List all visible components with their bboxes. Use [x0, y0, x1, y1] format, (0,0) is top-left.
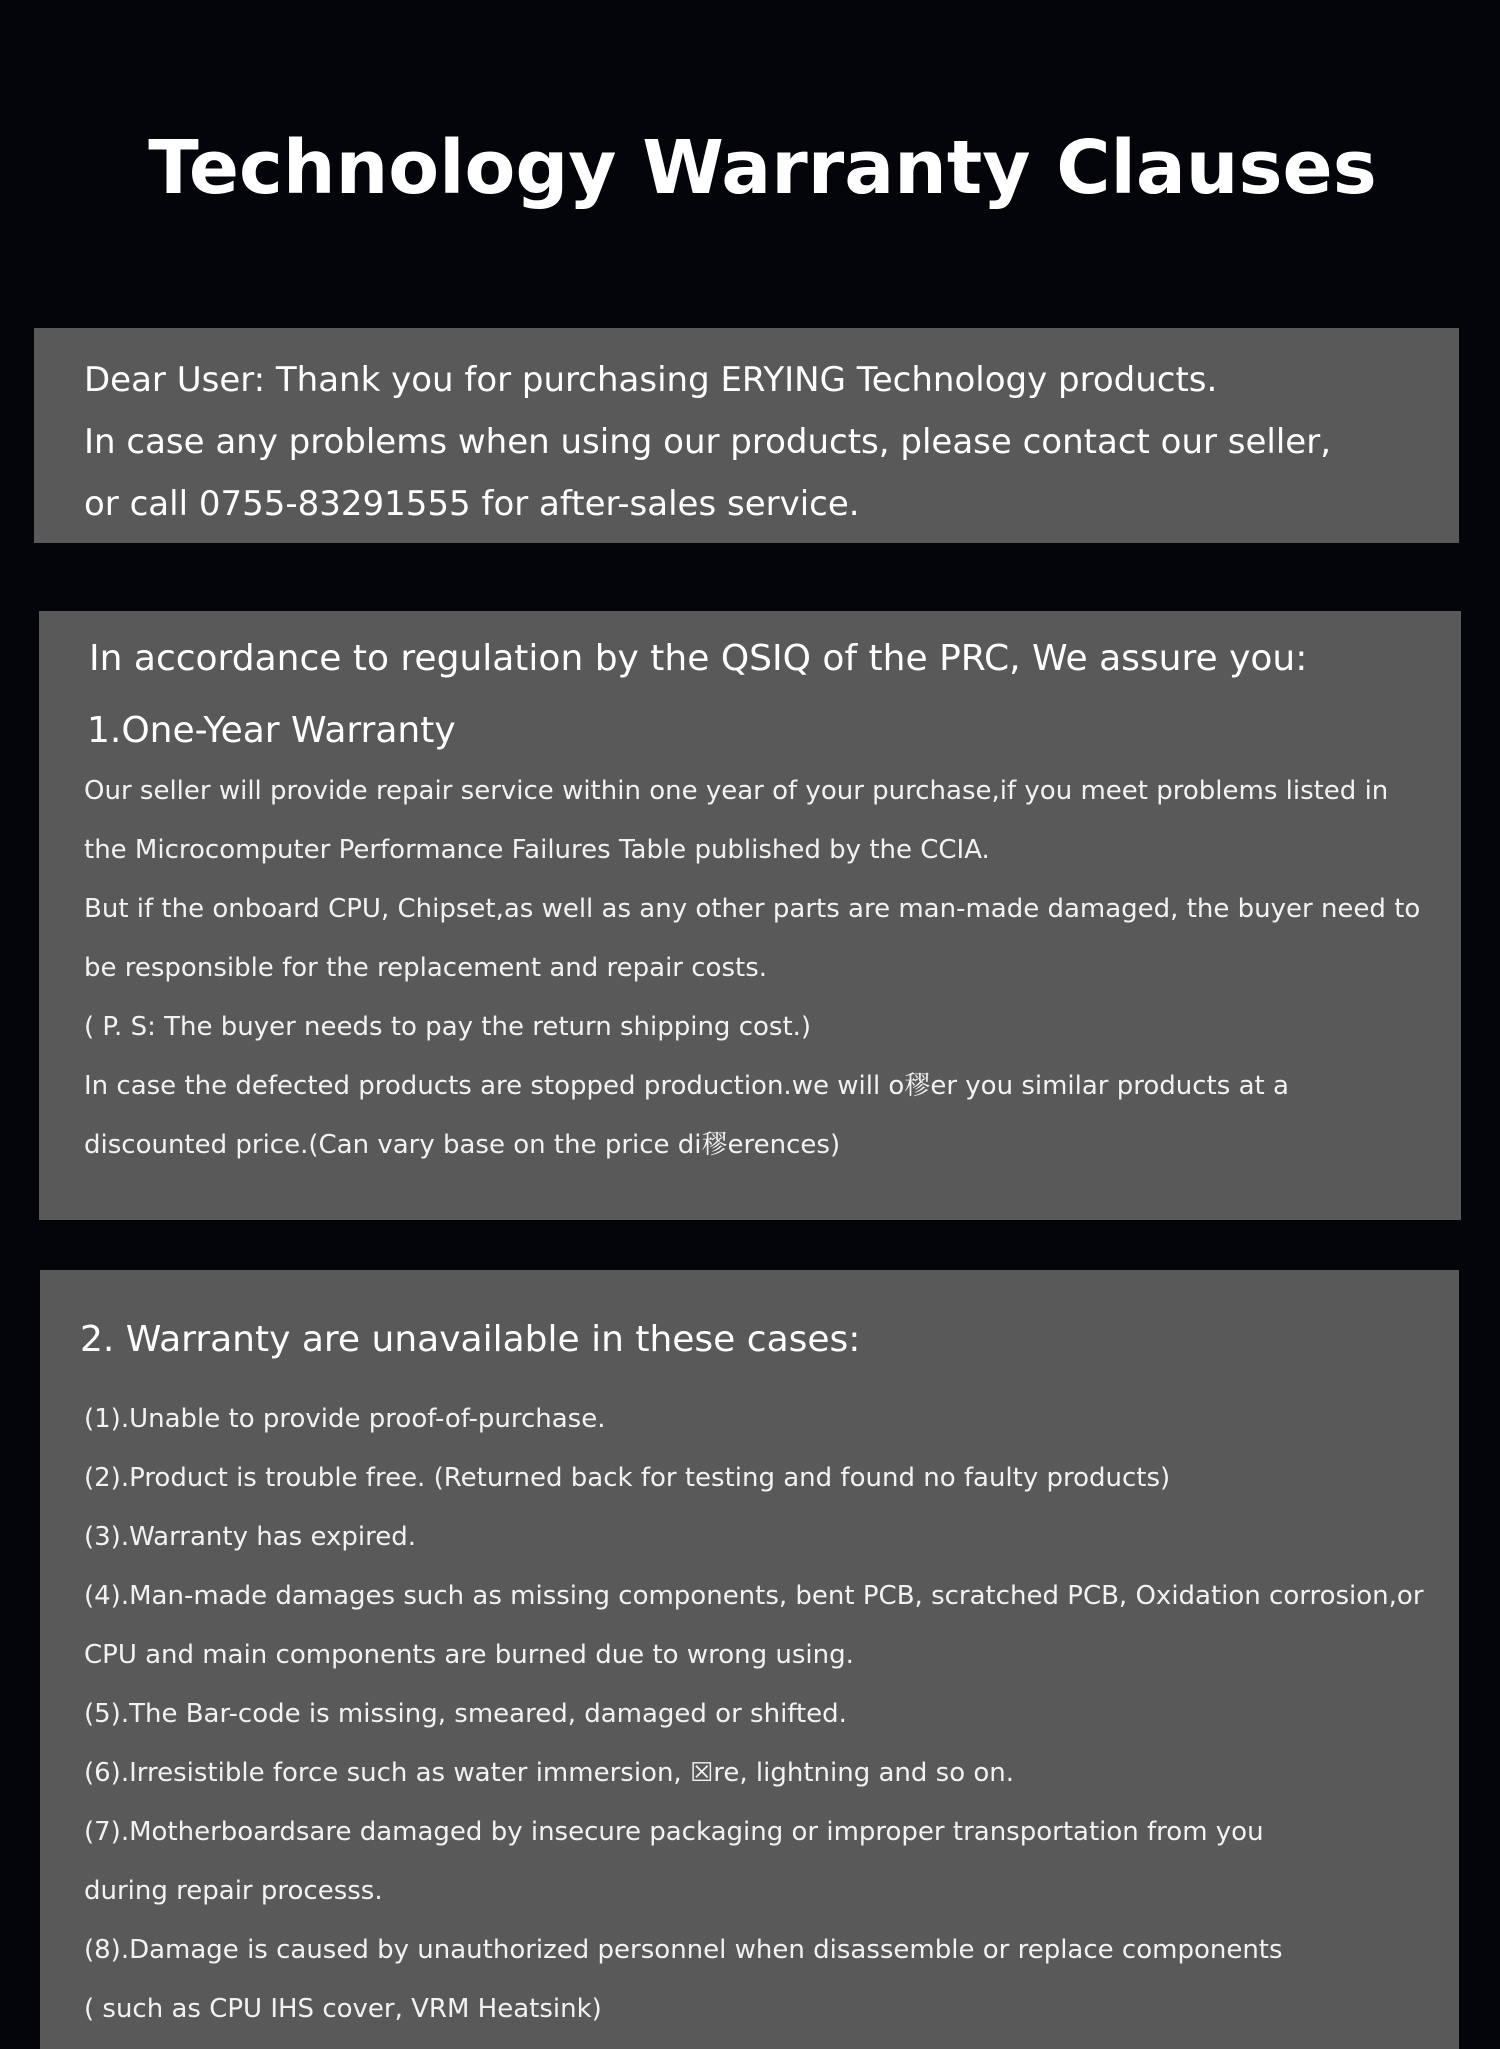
exclusion-item: (8).Damage is caused by unauthorized personnel when disassemble or replace components [84, 1935, 1283, 1965]
exclusion-item: (5).The Bar-code is missing, smeared, damaged or shifted. [84, 1699, 847, 1729]
assurance-line: Our seller will provide repair service within one year of your purchase,if you meet problems listed in [84, 776, 1389, 806]
assurance-panel [39, 611, 1461, 1220]
exclusion-item: (1).Unable to provide proof-of-purchase. [84, 1404, 606, 1434]
assurance-line: ( P. S: The buyer needs to pay the return shipping cost.) [84, 1012, 812, 1042]
assurance-line: In case the defected products are stopped production.we will o穋er you similar products at a [84, 1071, 1289, 1101]
intro-panel [34, 328, 1459, 543]
one-year-warranty-heading: 1.One-Year Warranty [87, 710, 456, 751]
intro-contact-line: In case any problems when using our products, please contact our seller, [84, 422, 1332, 462]
page-title: Technology Warranty Clauses [148, 125, 1377, 211]
exclusion-item: (2).Product is trouble free. (Returned back for testing and found no faulty products) [84, 1463, 1171, 1493]
exclusion-item-continuation: ( such as CPU IHS cover, VRM Heatsink) [84, 1994, 602, 2024]
exclusion-item: (6).Irresistible force such as water immersion, ☒re, lightning and so on. [84, 1758, 1015, 1788]
assurance-line: discounted price.(Can vary base on the price di穋erences) [84, 1130, 841, 1160]
assurance-line: the Microcomputer Performance Failures Table published by the CCIA. [84, 835, 990, 865]
assurance-line: be responsible for the replacement and repair costs. [84, 953, 768, 983]
exclusion-item-continuation: CPU and main components are burned due to wrong using. [84, 1640, 854, 1670]
exclusion-item-continuation: during repair processs. [84, 1876, 383, 1906]
intro-phone-line: or call 0755-83291555 for after-sales service. [84, 484, 860, 524]
exclusion-item: (7).Motherboardsare damaged by insecure packaging or improper transportation from you [84, 1817, 1264, 1847]
intro-greeting-line: Dear User: Thank you for purchasing ERYING Technology products. [84, 360, 1218, 400]
exclusions-panel [40, 1270, 1459, 2049]
assurance-heading: In accordance to regulation by the QSIQ of the PRC, We assure you: [89, 638, 1308, 679]
exclusions-heading: 2. Warranty are unavailable in these cases: [80, 1319, 861, 1360]
exclusion-item: (4).Man-made damages such as missing components, bent PCB, scratched PCB, Oxidation corrosion,or [84, 1581, 1424, 1611]
assurance-line: But if the onboard CPU, Chipset,as well as any other parts are man-made damaged, the buyer need to [84, 894, 1421, 924]
exclusion-item: (3).Warranty has expired. [84, 1522, 417, 1552]
